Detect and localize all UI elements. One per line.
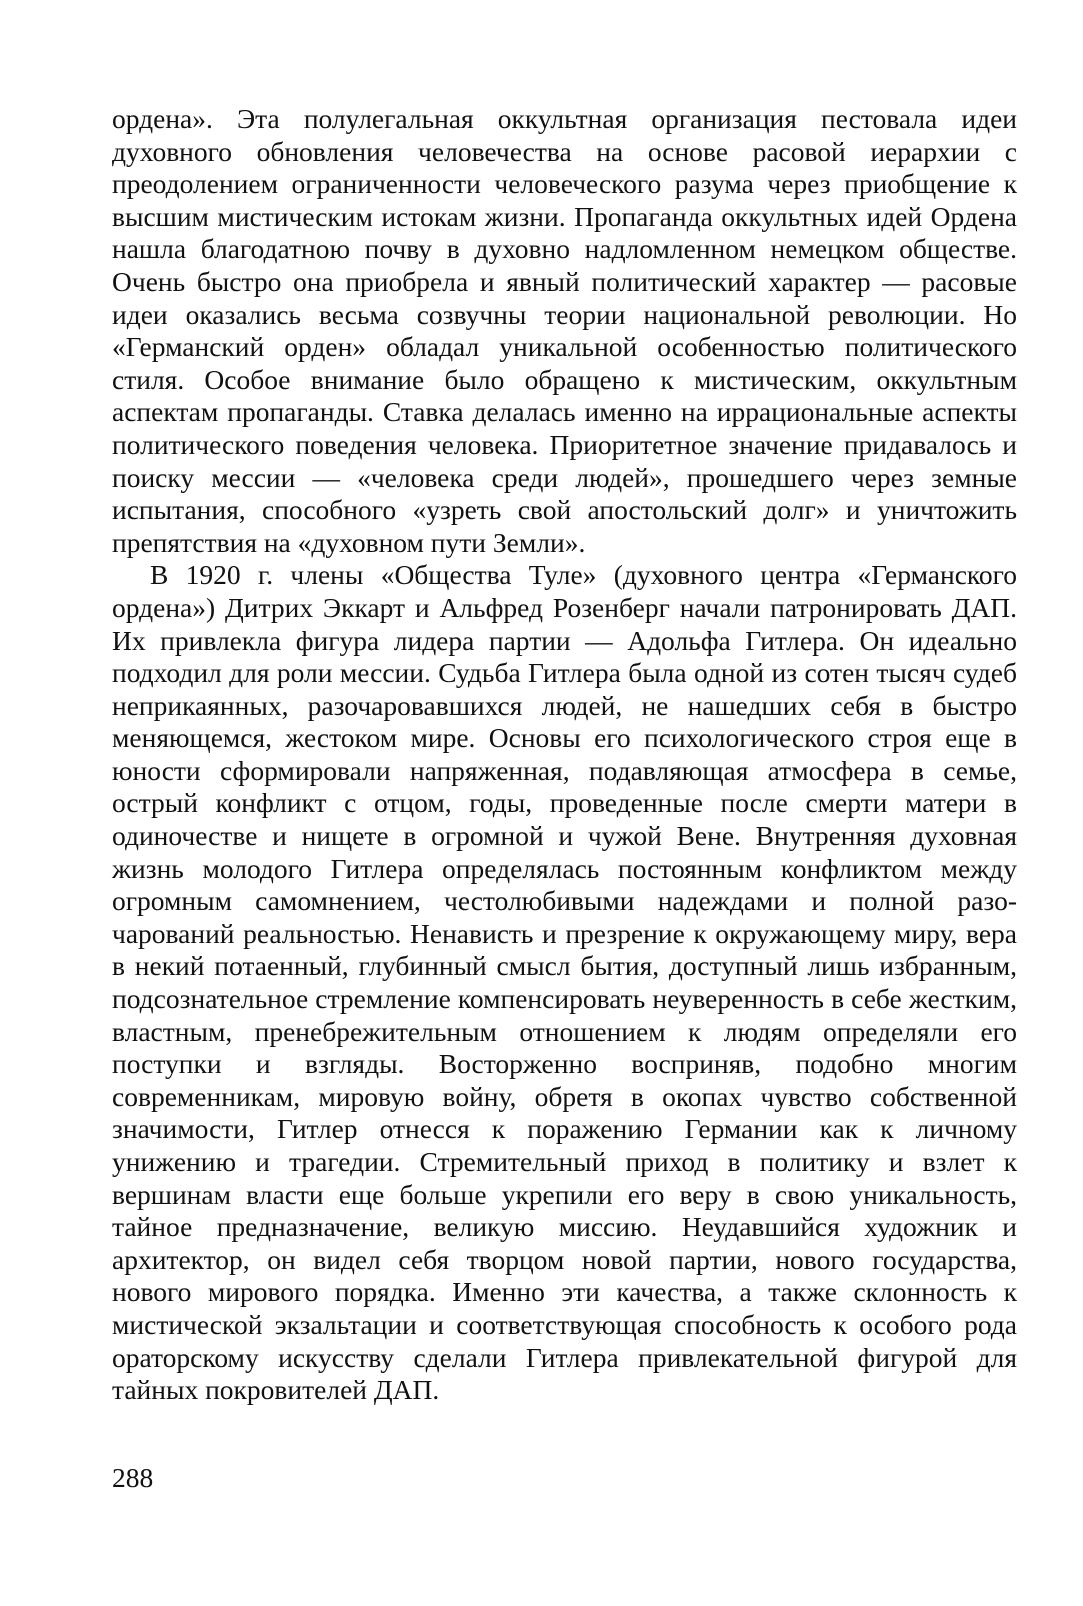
page-number: 288 — [112, 1462, 154, 1493]
body-text — [112, 103, 1017, 1407]
paragraph-continuation: ордена». Эта полулегальная оккультная организация пестовала идеи духовного обновления человечества на основе расовой иерархии с преодолением ограниченности человеческого разума через приобщение к высшим мистическим истокам жизни. Пропаганда оккультных идей Ордена нашла благодатною почву в духовно надломленном немецком обществе. Очень быстро она приобрела и явный политический характер — расовые идеи оказались весьма созвучны теории национальной революции. Но «Германский орден» обладал уникальной особенностью политического стиля. Особое внимание было обращено к мистическим, оккультным аспектам пропаганды. Ставка делалась именно на иррациональные аспекты политического поведения человека. Приоритетное значение придавалось и поиску мессии — «человека среди людей», прошедшего через земные испытания, способного «узреть свой апостольский долг» и уничтожить препятствия на «духовном пути Земли». — [112, 103, 1017, 558]
paragraph-1920: В 1920 г. члены «Общества Туле» (духовного центра «Германского ордена») Дитрих Эккарт и Альфред Розенберг начали патронировать ДАП. Их привлекла фигура лидера партии — Адольфа Гитлера. Он идеально подходил для роли мессии. Судьба Гитлера была одной из сотен тысяч судеб неприкаянных, разочаровавшихся людей, не нашедших себя в быстро меняющемся, жестоком мире. Основы его психологического строя еще в юности сформировали напряженная, подавляющая атмосфера в семье, острый конфликт с отцом, годы, проведенные после смерти матери в одиночестве и нищете в огромной и чужой Вене. Внутренняя духовная жизнь молодого Гитлера определялась постоянным конфликтом между огромным самомнением, честолюбивыми надеждами и полной разочарований реальностью. Ненависть и презрение к окружающему миру, вера в некий потаенный, глубинный смысл бытия, доступный лишь избранным, подсознательное стремление компенсировать неуверенность в себе жестким, властным, пренебрежительным отношением к людям определяли его поступки и взгляды. Восторженно восприняв, подобно многим современникам, мировую войну, обретя в окопах чувство собственной значимости, Гитлер отнесся к поражению Германии как к личному унижению и трагедии. Стремительный приход в политику и взлет к вершинам власти еще больше укрепили его веру в свою уникальность, тайное предназначение, великую миссию. Неудавшийся художник и архитектор, он видел себя творцом новой партии, нового государства, нового мирового порядка. Именно эти качества, а также склонность к мистической экзальтации и соответствующая способность к особого рода ораторскому искусству сделали Гитлера привлекательной фигурой для тайных покровителей ДАП. — [112, 559, 1017, 1406]
